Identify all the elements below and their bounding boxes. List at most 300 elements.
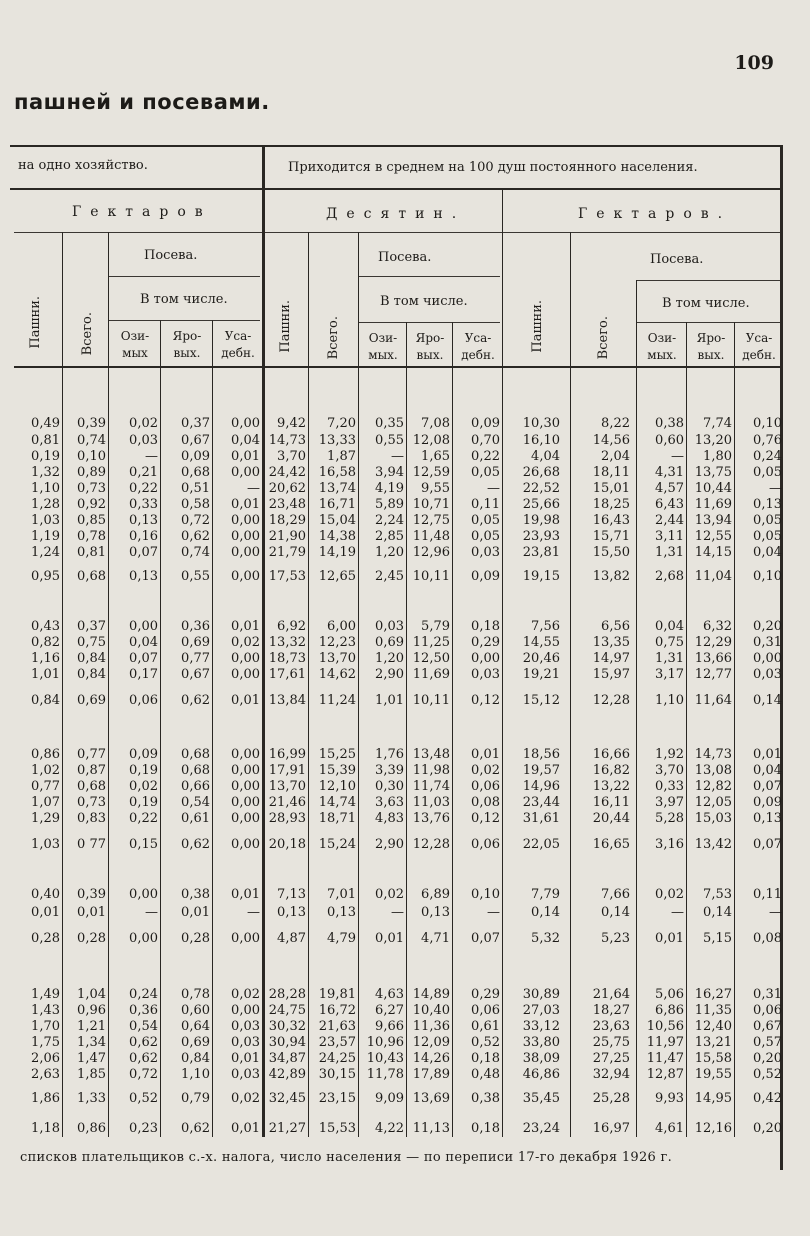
table-cell-usad_des: 0,52: [471, 1035, 500, 1050]
table-cell-usad_des: —: [487, 905, 500, 920]
header-bottom-rule: [14, 366, 780, 368]
table-cell-usad_des: 0,11: [471, 497, 500, 512]
table-cell-vsego_ha2: 6,56: [601, 619, 630, 634]
table-cell-usad_ha: 0,02: [231, 987, 260, 1002]
table-cell-yarov_ha2: 13,66: [694, 651, 732, 666]
table-cell-ozim_ha: 0,00: [129, 931, 158, 946]
table-cell-yarov_ha2: 13,42: [694, 837, 732, 852]
table-cell-vsego_des: 18,71: [318, 811, 356, 826]
table-cell-vsego_ha: 0,75: [77, 635, 106, 650]
table-cell-usad_ha: 0,01: [231, 497, 260, 512]
table-cell-yarov_ha: 0,38: [181, 887, 210, 902]
table-cell-yarov_ha2: 11,04: [694, 569, 732, 584]
table-cell-yarov_ha: 1,10: [181, 1067, 210, 1082]
table-cell-pashni_ha: 2,06: [31, 1051, 60, 1066]
table-cell-vsego_ha: 0,84: [77, 651, 106, 666]
table-cell-vsego_ha: 0,78: [77, 529, 106, 544]
table-cell-pashni_ha2: 20,46: [522, 651, 560, 666]
table-cell-ozim_ha: 0,24: [129, 987, 158, 1002]
table-cell-pashni_ha: 0,49: [31, 416, 60, 431]
table-cell-yarov_ha2: 12,29: [694, 635, 732, 650]
table-cell-usad_ha2: 0,09: [753, 795, 782, 810]
sowings-mid: Посева.: [378, 250, 432, 265]
header-rule-6: [108, 320, 260, 321]
table-cell-yarov_ha2: 11,64: [694, 693, 732, 708]
table-cell-ozim_des: 3,94: [375, 465, 404, 480]
table-cell-pashni_ha2: 26,68: [522, 465, 560, 480]
table-cell-ozim_ha2: 5,06: [655, 987, 684, 1002]
table-cell-pashni_ha: 1,03: [31, 837, 60, 852]
spring-mid: Яро- вых.: [415, 331, 445, 362]
table-cell-usad_des: 0,01: [471, 747, 500, 762]
table-cell-yarov_ha: 0,67: [181, 433, 210, 448]
table-cell-usad_des: 0,70: [471, 433, 500, 448]
table-cell-pashni_ha: 0,19: [31, 449, 60, 464]
table-cell-pashni_ha: 1,43: [31, 1003, 60, 1018]
table-cell-vsego_ha: 0,74: [77, 433, 106, 448]
table-cell-vsego_ha: 0,28: [77, 931, 106, 946]
table-cell-pashni_ha: 1,28: [31, 497, 60, 512]
table-cell-vsego_ha: 0 77: [77, 837, 106, 852]
table-cell-pashni_ha: 0,40: [31, 887, 60, 902]
table-cell-vsego_ha: 0,69: [77, 693, 106, 708]
table-cell-vsego_ha2: 25,75: [592, 1035, 630, 1050]
table-cell-usad_des: 0,03: [471, 545, 500, 560]
table-cell-ozim_ha2: 3,16: [655, 837, 684, 852]
table-cell-ozim_ha: 0,06: [129, 693, 158, 708]
table-cell-yarov_des: 11,25: [412, 635, 450, 650]
table-cell-pashni_ha2: 16,10: [522, 433, 560, 448]
table-cell-yarov_ha2: 13,20: [694, 433, 732, 448]
plowland-left: Пашни.: [28, 296, 43, 349]
table-cell-usad_des: 0,02: [471, 763, 500, 778]
table-cell-usad_des: 0,09: [471, 416, 500, 431]
table-cell-ozim_des: 0,02: [375, 887, 404, 902]
table-cell-vsego_ha: 1,47: [77, 1051, 106, 1066]
table-cell-vsego_ha: 0,96: [77, 1003, 106, 1018]
table-cell-ozim_des: 6,27: [375, 1003, 404, 1018]
table-cell-usad_ha: 0,01: [231, 449, 260, 464]
table-cell-yarov_ha: 0,01: [181, 905, 210, 920]
winter-right: Ози- мых.: [647, 331, 677, 362]
table-row: [0, 692, 810, 710]
table-cell-usad_des: 0,05: [471, 513, 500, 528]
table-cell-yarov_des: 17,89: [412, 1067, 450, 1082]
table-cell-usad_des: 0,12: [471, 693, 500, 708]
table-cell-yarov_ha2: 15,03: [694, 811, 732, 826]
table-cell-pashni_ha: 0,95: [31, 569, 60, 584]
total-mid: Всего.: [326, 316, 341, 360]
table-cell-usad_ha2: —: [769, 481, 782, 496]
table-row: [0, 544, 810, 562]
table-cell-yarov_des: 12,50: [412, 651, 450, 666]
table-cell-ozim_ha2: —: [671, 905, 684, 920]
table-row: [0, 836, 810, 854]
table-cell-vsego_des: 4,79: [327, 931, 356, 946]
page-number: 109: [734, 52, 774, 74]
table-cell-yarov_ha: 0,62: [181, 1121, 210, 1136]
table-cell-vsego_des: 12,23: [318, 635, 356, 650]
table-row: [0, 930, 810, 948]
table-cell-yarov_des: 13,76: [412, 811, 450, 826]
table-cell-vsego_ha2: 15,01: [592, 481, 630, 496]
table-cell-usad_ha: 0,03: [231, 1067, 260, 1082]
table-row: [0, 1090, 810, 1108]
footnote: списков плательщиков с.-х. налога, число населения — по переписи 17-го декабря 1926 г.: [20, 1150, 673, 1165]
table-cell-pashni_ha: 1,70: [31, 1019, 60, 1034]
table-cell-yarov_des: 11,98: [412, 763, 450, 778]
table-cell-yarov_ha2: 14,73: [694, 747, 732, 762]
table-cell-usad_ha: 0,00: [231, 529, 260, 544]
table-cell-yarov_ha2: 16,27: [694, 987, 732, 1002]
table-cell-ozim_ha2: 0,04: [655, 619, 684, 634]
table-row: [0, 904, 810, 922]
table-cell-usad_ha2: 0,10: [753, 569, 782, 584]
table-cell-vsego_des: 15,53: [318, 1121, 356, 1136]
table-cell-vsego_ha2: 16,65: [592, 837, 630, 852]
table-cell-yarov_ha: 0,58: [181, 497, 210, 512]
table-cell-vsego_des: 14,19: [318, 545, 356, 560]
table-cell-ozim_ha2: 1,31: [655, 651, 684, 666]
table-cell-pashni_ha: 1,29: [31, 811, 60, 826]
table-cell-usad_des: 0,07: [471, 931, 500, 946]
table-cell-yarov_ha2: 13,21: [694, 1035, 732, 1050]
table-cell-ozim_des: 11,78: [366, 1067, 404, 1082]
table-cell-yarov_ha: 0,68: [181, 465, 210, 480]
table-cell-yarov_ha: 0,64: [181, 1019, 210, 1034]
table-cell-usad_des: 0,18: [471, 619, 500, 634]
table-cell-ozim_ha2: 0,60: [655, 433, 684, 448]
table-cell-ozim_ha: 0,52: [129, 1091, 158, 1106]
table-cell-pashni_ha: 1,10: [31, 481, 60, 496]
table-cell-pashni_ha: 1,75: [31, 1035, 60, 1050]
table-cell-vsego_ha2: 15,50: [592, 545, 630, 560]
table-cell-vsego_des: 14,62: [318, 667, 356, 682]
table-cell-ozim_ha: 0,13: [129, 513, 158, 528]
table-cell-ozim_ha: 0,62: [129, 1051, 158, 1066]
table-cell-pashni_des: 13,70: [268, 779, 306, 794]
table-cell-usad_ha2: 0,04: [753, 545, 782, 560]
table-cell-yarov_ha: 0,74: [181, 545, 210, 560]
table-cell-vsego_ha2: 16,43: [592, 513, 630, 528]
table-cell-vsego_ha: 0,85: [77, 513, 106, 528]
table-cell-ozim_des: 2,90: [375, 837, 404, 852]
table-cell-yarov_ha: 0,37: [181, 416, 210, 431]
table-cell-pashni_des: 6,92: [277, 619, 306, 634]
table-cell-yarov_ha2: 13,94: [694, 513, 732, 528]
table-row: [0, 415, 810, 433]
table-cell-yarov_ha2: 10,44: [694, 481, 732, 496]
table-cell-yarov_ha: 0,68: [181, 747, 210, 762]
table-cell-vsego_ha2: 8,22: [601, 416, 630, 431]
table-cell-yarov_des: 1,65: [421, 449, 450, 464]
table-cell-pashni_ha2: 30,89: [522, 987, 560, 1002]
table-cell-vsego_ha: 1,04: [77, 987, 106, 1002]
sowings-left: Посева.: [144, 248, 198, 263]
table-cell-pashni_ha2: 46,86: [522, 1067, 560, 1082]
table-cell-vsego_ha2: 13,82: [592, 569, 630, 584]
table-cell-usad_des: 0,00: [471, 651, 500, 666]
table-cell-pashni_des: 23,48: [268, 497, 306, 512]
table-cell-yarov_des: 11,03: [412, 795, 450, 810]
table-cell-usad_ha2: 0,57: [753, 1035, 782, 1050]
table-cell-usad_ha: 0,00: [231, 1003, 260, 1018]
household-mid: Уса- дебн.: [461, 331, 495, 362]
table-cell-pashni_ha: 1,19: [31, 529, 60, 544]
table-cell-ozim_des: 9,09: [375, 1091, 404, 1106]
table-cell-yarov_ha2: 12,55: [694, 529, 732, 544]
table-cell-usad_ha2: 0,14: [753, 693, 782, 708]
table-cell-usad_des: 0,08: [471, 795, 500, 810]
table-cell-pashni_des: 3,70: [277, 449, 306, 464]
table-cell-usad_ha: 0,00: [231, 747, 260, 762]
table-row: [0, 1066, 810, 1084]
unit-desyatin: Десятин.: [326, 206, 466, 222]
table-cell-ozim_ha: 0,15: [129, 837, 158, 852]
table-cell-ozim_des: 2,90: [375, 667, 404, 682]
table-cell-ozim_ha2: 4,57: [655, 481, 684, 496]
table-cell-pashni_ha2: 33,12: [522, 1019, 560, 1034]
table-cell-usad_ha2: 0,11: [753, 887, 782, 902]
table-cell-pashni_ha2: 23,24: [522, 1121, 560, 1136]
table-cell-vsego_ha: 0,01: [77, 905, 106, 920]
spring-right: Яро- вых.: [696, 331, 726, 362]
table-cell-pashni_ha2: 25,66: [522, 497, 560, 512]
total-right: Всего.: [596, 316, 611, 360]
table-cell-yarov_ha: 0,51: [181, 481, 210, 496]
table-cell-ozim_des: —: [391, 449, 404, 464]
table-cell-ozim_ha2: 4,31: [655, 465, 684, 480]
table-cell-yarov_ha: 0,72: [181, 513, 210, 528]
table-cell-yarov_des: 11,69: [412, 667, 450, 682]
table-cell-pashni_des: 21,90: [268, 529, 306, 544]
table-cell-vsego_des: 12,10: [318, 779, 356, 794]
table-cell-vsego_ha2: 5,23: [601, 931, 630, 946]
table-cell-ozim_ha: 0,22: [129, 811, 158, 826]
table-cell-vsego_ha: 0,10: [77, 449, 106, 464]
table-cell-yarov_ha: 0,09: [181, 449, 210, 464]
table-cell-ozim_ha: 0,04: [129, 635, 158, 650]
table-cell-vsego_des: 15,25: [318, 747, 356, 762]
table-cell-pashni_des: 28,28: [268, 987, 306, 1002]
table-cell-yarov_ha2: 7,53: [703, 887, 732, 902]
table-cell-usad_ha: 0,01: [231, 619, 260, 634]
table-cell-pashni_des: 13,32: [268, 635, 306, 650]
table-cell-yarov_des: 12,09: [412, 1035, 450, 1050]
table-cell-ozim_des: 5,89: [375, 497, 404, 512]
table-cell-vsego_ha2: 18,25: [592, 497, 630, 512]
table-cell-yarov_ha2: 6,32: [703, 619, 732, 634]
table-cell-pashni_ha2: 15,12: [522, 693, 560, 708]
table-cell-vsego_des: 15,24: [318, 837, 356, 852]
table-cell-ozim_ha2: 9,93: [655, 1091, 684, 1106]
table-row: [0, 810, 810, 828]
table-cell-pashni_des: 21,79: [268, 545, 306, 560]
table-cell-vsego_ha: 0,37: [77, 619, 106, 634]
table-cell-vsego_des: 15,04: [318, 513, 356, 528]
table-cell-vsego_des: 7,20: [327, 416, 356, 431]
table-cell-ozim_des: —: [391, 905, 404, 920]
table-cell-ozim_ha: 0,00: [129, 887, 158, 902]
table-cell-pashni_ha2: 35,45: [522, 1091, 560, 1106]
table-cell-usad_des: 0,05: [471, 465, 500, 480]
table-cell-vsego_des: 24,25: [318, 1051, 356, 1066]
table-cell-usad_ha2: 0,03: [753, 667, 782, 682]
table-cell-yarov_ha2: 1,80: [703, 449, 732, 464]
total-left: Всего.: [80, 312, 95, 356]
table-cell-vsego_ha: 0,81: [77, 545, 106, 560]
table-cell-yarov_des: 12,96: [412, 545, 450, 560]
table-cell-vsego_ha2: 12,28: [592, 693, 630, 708]
table-cell-vsego_ha2: 15,97: [592, 667, 630, 682]
table-cell-usad_ha: 0,04: [231, 433, 260, 448]
table-cell-pashni_ha: 1,07: [31, 795, 60, 810]
table-cell-usad_ha2: 0,76: [753, 433, 782, 448]
household-right: Уса- дебн.: [742, 331, 776, 362]
table-cell-ozim_ha2: 3,97: [655, 795, 684, 810]
table-cell-vsego_des: 0,13: [327, 905, 356, 920]
table-cell-vsego_des: 13,70: [318, 651, 356, 666]
table-cell-ozim_ha: 0,33: [129, 497, 158, 512]
table-cell-vsego_ha2: 16,82: [592, 763, 630, 778]
table-cell-usad_ha: 0,00: [231, 779, 260, 794]
table-cell-pashni_des: 0,13: [277, 905, 306, 920]
table-cell-vsego_ha2: 20,44: [592, 811, 630, 826]
table-cell-ozim_ha: 0,00: [129, 619, 158, 634]
table-cell-yarov_des: 14,89: [412, 987, 450, 1002]
table-cell-pashni_ha: 0,28: [31, 931, 60, 946]
table-cell-usad_ha2: 0,13: [753, 497, 782, 512]
table-cell-usad_des: 0,03: [471, 667, 500, 682]
table-cell-ozim_ha2: 1,31: [655, 545, 684, 560]
table-cell-ozim_ha: 0,02: [129, 779, 158, 794]
table-cell-ozim_ha: 0,09: [129, 747, 158, 762]
table-cell-yarov_ha: 0,36: [181, 619, 210, 634]
table-cell-yarov_ha: 0,28: [181, 931, 210, 946]
table-cell-pashni_des: 24,75: [268, 1003, 306, 1018]
table-cell-ozim_ha: 0,72: [129, 1067, 158, 1082]
table-cell-vsego_des: 7,01: [327, 887, 356, 902]
table-cell-pashni_ha2: 19,98: [522, 513, 560, 528]
table-cell-yarov_des: 12,59: [412, 465, 450, 480]
table-cell-pashni_ha2: 33,80: [522, 1035, 560, 1050]
table-cell-pashni_des: 17,61: [268, 667, 306, 682]
spring-left: Яро- вых.: [172, 329, 202, 360]
table-cell-vsego_des: 12,65: [318, 569, 356, 584]
table-cell-usad_ha: 0,01: [231, 1051, 260, 1066]
table-cell-usad_des: 0,18: [471, 1121, 500, 1136]
table-cell-vsego_ha: 0,73: [77, 481, 106, 496]
table-cell-vsego_ha2: 15,71: [592, 529, 630, 544]
table-cell-vsego_ha: 1,85: [77, 1067, 106, 1082]
table-cell-ozim_des: 1,76: [375, 747, 404, 762]
table-cell-ozim_ha2: 0,01: [655, 931, 684, 946]
table-cell-yarov_ha2: 14,15: [694, 545, 732, 560]
table-cell-ozim_des: 2,24: [375, 513, 404, 528]
table-cell-pashni_ha2: 0,14: [531, 905, 560, 920]
table-cell-pashni_ha2: 22,52: [522, 481, 560, 496]
table-cell-yarov_des: 13,48: [412, 747, 450, 762]
table-cell-yarov_ha: 0,79: [181, 1091, 210, 1106]
table-cell-pashni_ha: 1,01: [31, 667, 60, 682]
table-cell-vsego_ha2: 25,28: [592, 1091, 630, 1106]
table-cell-pashni_ha: 1,24: [31, 545, 60, 560]
table-cell-vsego_des: 23,57: [318, 1035, 356, 1050]
header-rule-8: [636, 322, 780, 323]
table-cell-usad_ha: 0,00: [231, 837, 260, 852]
header-rule-5: [636, 280, 780, 281]
table-cell-pashni_ha2: 23,81: [522, 545, 560, 560]
table-cell-usad_des: 0,05: [471, 529, 500, 544]
table-cell-vsego_ha: 0,86: [77, 1121, 106, 1136]
header-rule-3: [108, 276, 260, 277]
table-cell-ozim_des: 1,20: [375, 545, 404, 560]
table-cell-vsego_ha2: 13,22: [592, 779, 630, 794]
table-cell-vsego_des: 1,87: [327, 449, 356, 464]
table-cell-usad_ha: 0,03: [231, 1035, 260, 1050]
table-cell-vsego_des: 21,63: [318, 1019, 356, 1034]
table-cell-yarov_ha: 0,60: [181, 1003, 210, 1018]
table-cell-ozim_ha: 0,23: [129, 1121, 158, 1136]
table-cell-yarov_ha2: 5,15: [703, 931, 732, 946]
table-cell-ozim_ha: 0,07: [129, 651, 158, 666]
plowland-right: Пашни.: [530, 300, 545, 353]
table-cell-yarov_ha: 0,69: [181, 635, 210, 650]
unit-hectares-left: Гектаров: [72, 204, 212, 220]
table-cell-vsego_ha: 0,87: [77, 763, 106, 778]
table-cell-yarov_des: 7,08: [421, 416, 450, 431]
table-cell-ozim_des: 3,39: [375, 763, 404, 778]
table-cell-yarov_des: 11,74: [412, 779, 450, 794]
table-cell-ozim_ha2: 3,11: [655, 529, 684, 544]
table-cell-ozim_des: 9,66: [375, 1019, 404, 1034]
winter-left: Ози- мых: [120, 329, 150, 360]
table-cell-ozim_ha2: 0,33: [655, 779, 684, 794]
table-cell-usad_ha: 0,01: [231, 887, 260, 902]
table-cell-yarov_ha: 0,55: [181, 569, 210, 584]
table-cell-ozim_ha2: 2,44: [655, 513, 684, 528]
table-cell-yarov_des: 14,26: [412, 1051, 450, 1066]
table-cell-usad_des: 0,29: [471, 987, 500, 1002]
table-cell-usad_ha2: 0,20: [753, 619, 782, 634]
table-cell-usad_ha2: 0,24: [753, 449, 782, 464]
table-cell-vsego_des: 13,33: [318, 433, 356, 448]
table-cell-usad_des: 0,06: [471, 779, 500, 794]
table-cell-vsego_des: 15,39: [318, 763, 356, 778]
table-cell-yarov_des: 10,11: [412, 693, 450, 708]
table-cell-usad_ha2: 0,31: [753, 987, 782, 1002]
table-cell-vsego_ha2: 18,27: [592, 1003, 630, 1018]
table-cell-vsego_ha2: 32,94: [592, 1067, 630, 1082]
table-cell-usad_ha: 0,01: [231, 1121, 260, 1136]
table-cell-ozim_ha: 0,13: [129, 569, 158, 584]
table-cell-usad_des: —: [487, 481, 500, 496]
table-cell-yarov_des: 10,40: [412, 1003, 450, 1018]
table-cell-vsego_des: 16,71: [318, 497, 356, 512]
table-cell-ozim_ha2: 12,87: [646, 1067, 684, 1082]
table-cell-pashni_ha: 0,86: [31, 747, 60, 762]
table-cell-ozim_des: 1,20: [375, 651, 404, 666]
table-cell-pashni_des: 20,18: [268, 837, 306, 852]
table-cell-ozim_ha2: 1,10: [655, 693, 684, 708]
table-cell-ozim_ha2: 11,47: [646, 1051, 684, 1066]
table-cell-ozim_ha: 0,62: [129, 1035, 158, 1050]
table-cell-pashni_des: 18,29: [268, 513, 306, 528]
table-cell-ozim_des: 4,83: [375, 811, 404, 826]
table-cell-ozim_des: 0,69: [375, 635, 404, 650]
table-cell-pashni_ha: 1,16: [31, 651, 60, 666]
table-cell-ozim_des: 2,85: [375, 529, 404, 544]
